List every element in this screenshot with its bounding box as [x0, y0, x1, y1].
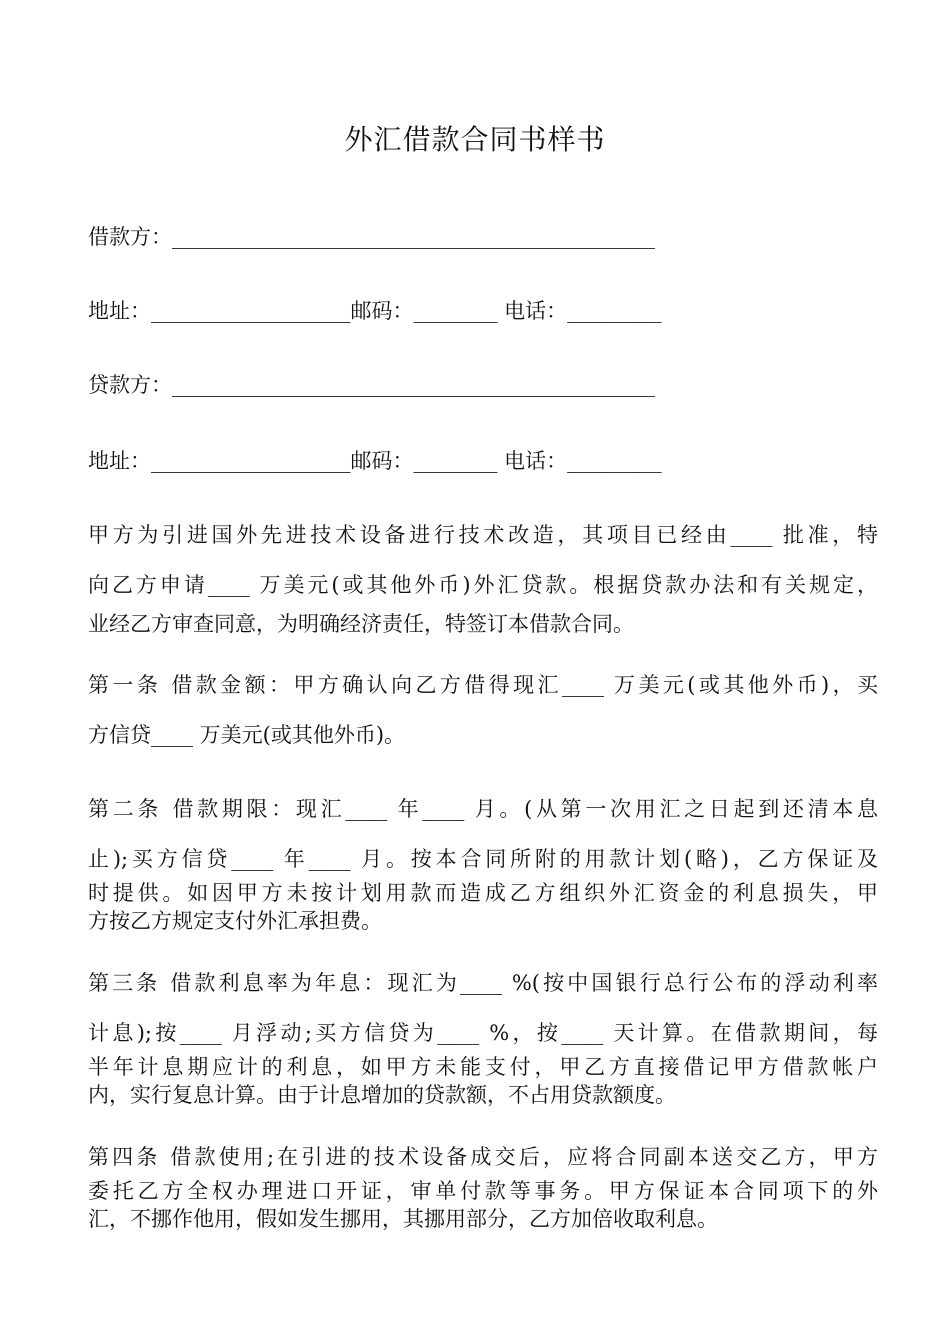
document-title: 外汇借款合同书样书 — [344, 123, 606, 156]
text-line: 方信贷____ 万美元(或其他外币)。 — [88, 723, 406, 747]
text-line: 业经乙方审查同意，为明确经济责任，特签订本借款合同。 — [88, 612, 634, 636]
preamble-paragraph — [88, 521, 878, 638]
text-line: 时提供。如因甲方未按计划用款而造成乙方组织外汇资金的利息损失，甲 — [88, 881, 878, 905]
text-line: 止);买方信贷____ 年____ 月。按本合同所附的用款计划(略)，乙方保证及 — [88, 847, 878, 871]
text-line: 第四条 借款使用;在引进的技术设备成交后，应将合同副本送交乙方，甲方 — [88, 1145, 878, 1169]
text-line: 内，实行复息计算。由于计息增加的贷款额，不占用贷款额度。 — [88, 1083, 676, 1107]
borrower-field: 借款方：______________________________________________ — [88, 225, 655, 249]
text-line: 向乙方申请____ 万美元(或其他外币)外汇贷款。根据贷款办法和有关规定， — [88, 573, 878, 597]
text-line: 第一条 借款金额：甲方确认向乙方借得现汇____ 万美元(或其他外币)，买 — [88, 673, 878, 697]
text-line: 第三条 借款利息率为年息：现汇为____ %(按中国银行总行公布的浮动利率 — [88, 971, 878, 995]
article-2-paragraph — [88, 795, 878, 935]
article-3-paragraph — [88, 969, 878, 1109]
article-4-paragraph — [88, 1143, 878, 1233]
text-line: 半年计息期应计的利息，如甲方未能支付，甲乙方直接借记甲方借款帐户 — [88, 1055, 878, 1079]
borrower-address-field: 地址：___________________邮码：________ 电话：_________ — [88, 299, 662, 323]
lender-address-field: 地址：___________________邮码：________ 电话：_________ — [88, 449, 662, 473]
article-1-paragraph — [88, 671, 878, 749]
lender-field: 贷款方：______________________________________________ — [88, 373, 655, 397]
text-line: 方按乙方规定支付外汇承担费。 — [88, 909, 382, 933]
text-line: 汇，不挪作他用，假如发生挪用，其挪用部分，乙方加倍收取利息。 — [88, 1207, 718, 1231]
text-line: 第二条 借款期限：现汇____ 年____ 月。(从第一次用汇之日起到还清本息 — [88, 797, 878, 821]
text-line: 委托乙方全权办理进口开证，审单付款等事务。甲方保证本合同项下的外 — [88, 1179, 878, 1203]
text-line: 甲方为引进国外先进技术设备进行技术改造，其项目已经由____ 批准，特 — [88, 523, 878, 547]
text-line: 计息);按____ 月浮动;买方信贷为____ %，按____ 天计算。在借款期间，每 — [88, 1021, 878, 1045]
